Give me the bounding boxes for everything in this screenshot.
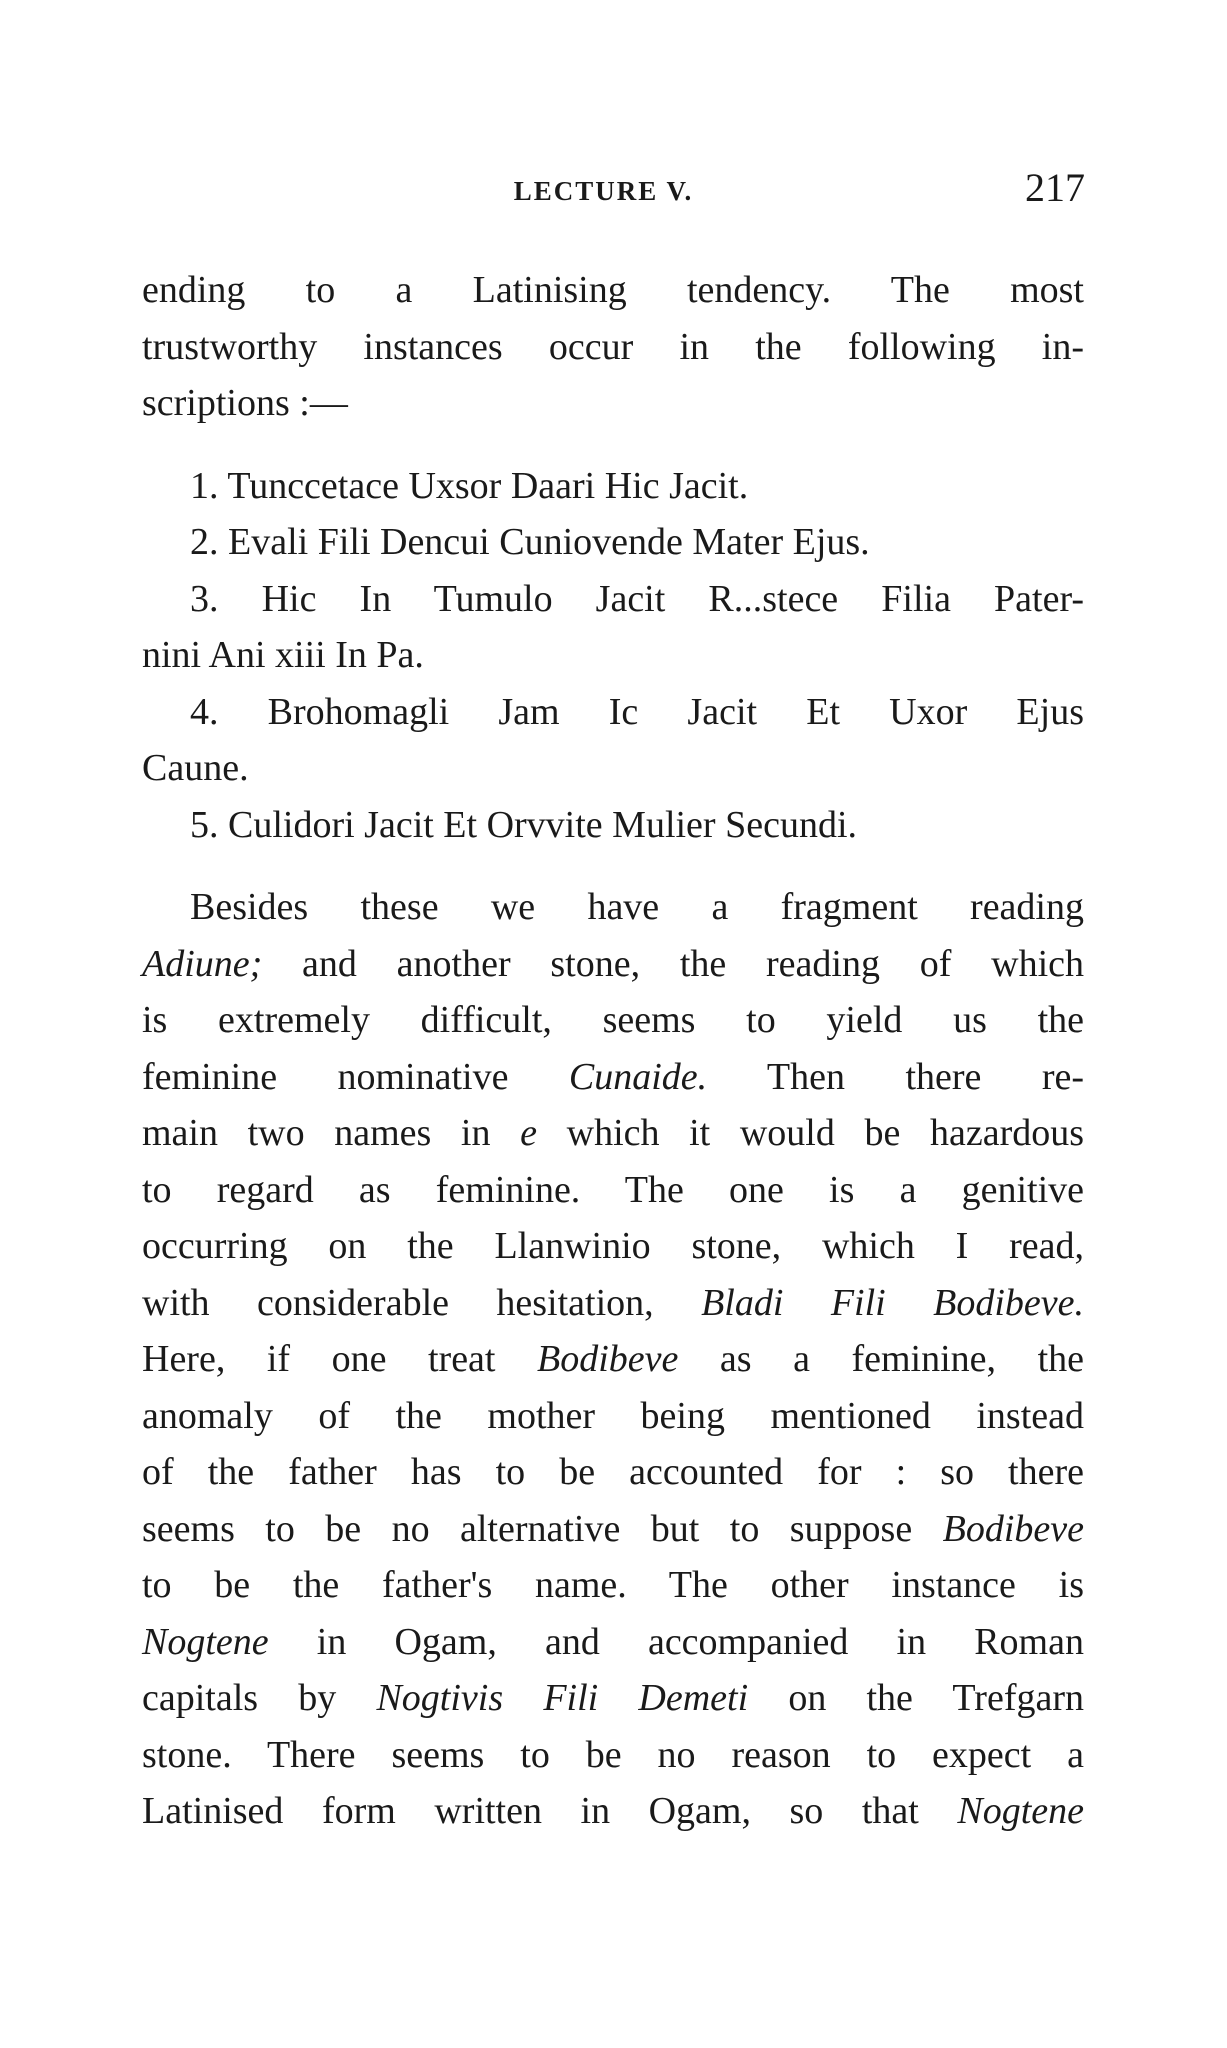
text-run: 2. Evali Fili Dencui Cuniovende Mater Ejus. <box>190 521 870 563</box>
paragraph-line <box>142 879 1084 936</box>
italic-text: Adiune; <box>142 942 263 985</box>
text-run: on the Trefgarn <box>748 1677 1085 1719</box>
text-run: anomaly of the mother being mentioned instead <box>142 1394 1084 1437</box>
page-number: 217 <box>1025 165 1085 210</box>
paragraph-line <box>142 1331 1084 1388</box>
text-run: occurring on the Llanwinio stone, which I read, <box>142 1225 1084 1267</box>
paragraph-line <box>142 992 1084 1049</box>
page-body <box>142 262 1084 1840</box>
paragraph-line <box>142 1388 1084 1445</box>
paragraph-line <box>142 1049 1084 1106</box>
text-run: Caune. <box>142 747 249 789</box>
text-run: of the father has to be accounted for : so there <box>142 1451 1084 1493</box>
text-run: in Ogam, and accompanied in Roman <box>268 1620 1084 1663</box>
list-item-line <box>142 797 1084 854</box>
paragraph-line <box>142 375 1084 432</box>
text-run: feminine nominative <box>142 1055 569 1098</box>
text-run: which it would be hazardous <box>537 1112 1085 1154</box>
italic-text: Bladi Fili Bodibeve. <box>701 1281 1084 1324</box>
text-run: Latinised form written in Ogam, so that <box>142 1790 958 1832</box>
list-item-line <box>142 458 1084 515</box>
text-run: as a feminine, the <box>678 1338 1084 1380</box>
paragraph-line <box>142 1783 1084 1840</box>
text-run: Here, if one treat <box>142 1338 538 1380</box>
text-run: and another stone, the reading of which <box>262 942 1084 985</box>
paragraph-line <box>142 1614 1084 1671</box>
paragraph-line <box>142 1275 1084 1332</box>
italic-text: Bodibeve <box>537 1338 679 1380</box>
text-run: main two names in <box>142 1112 521 1154</box>
list-item-line <box>142 684 1084 741</box>
text-run: 3. Hic In Tumulo Jacit R...stece Filia Pater- <box>190 577 1084 620</box>
paragraph-line <box>142 1162 1084 1219</box>
paragraph-line <box>142 1105 1084 1162</box>
paragraph-line <box>142 262 1084 319</box>
italic-text: Nogtivis Fili Demeti <box>376 1677 749 1719</box>
paragraph-line <box>142 1727 1084 1784</box>
paragraph-line <box>142 319 1084 376</box>
italic-text: e <box>520 1112 537 1154</box>
text-run: nini Ani xiii In Pa. <box>142 634 424 676</box>
text-run: seems to be no alternative but to suppose <box>142 1507 943 1550</box>
italic-text: Cunaide. <box>568 1055 708 1098</box>
text-run: 5. Culidori Jacit Et Orvvite Mulier Secundi. <box>190 803 858 846</box>
text-run: is extremely difficult, seems to yield us the <box>142 999 1084 1041</box>
text-run: with considerable hesitation, <box>142 1281 702 1324</box>
text-run: capitals by <box>142 1677 377 1719</box>
text-run: stone. There seems to be no reason to expect a <box>142 1733 1084 1776</box>
paragraph-line <box>142 1218 1084 1275</box>
list-item-line <box>142 571 1084 628</box>
paragraph-line <box>142 1670 1084 1727</box>
italic-text: Bodibeve <box>942 1507 1084 1550</box>
text-run: 4. Brohomagli Jam Ic Jacit Et Uxor Ejus <box>190 690 1084 733</box>
text-run: Besides these we have a fragment reading <box>190 886 1084 928</box>
text-run: Then there re- <box>707 1055 1085 1098</box>
paragraph-line <box>142 1501 1084 1558</box>
text-run: ending to a Latinising tendency. The most <box>142 269 1084 311</box>
text-run: to regard as feminine. The one is a genitive <box>142 1168 1084 1211</box>
paragraph-line <box>142 936 1084 993</box>
block-gap <box>142 432 1084 458</box>
italic-text: Nogtene <box>142 1620 269 1663</box>
text-run: 1. Tunccetace Uxsor Daari Hic Jacit. <box>190 464 749 507</box>
paragraph-line <box>142 1444 1084 1501</box>
list-item-line <box>142 514 1084 571</box>
italic-text: Nogtene <box>957 1790 1084 1832</box>
list-item-line <box>142 740 1084 797</box>
block-gap <box>142 853 1084 879</box>
running-title-text: LECTURE V. <box>513 176 694 206</box>
text-run: trustworthy instances occur in the following in- <box>142 325 1084 368</box>
list-item-line <box>142 627 1084 684</box>
text-run: scriptions :— <box>142 382 348 424</box>
paragraph-line <box>142 1557 1084 1614</box>
text-run: to be the father's name. The other instance is <box>142 1564 1084 1606</box>
